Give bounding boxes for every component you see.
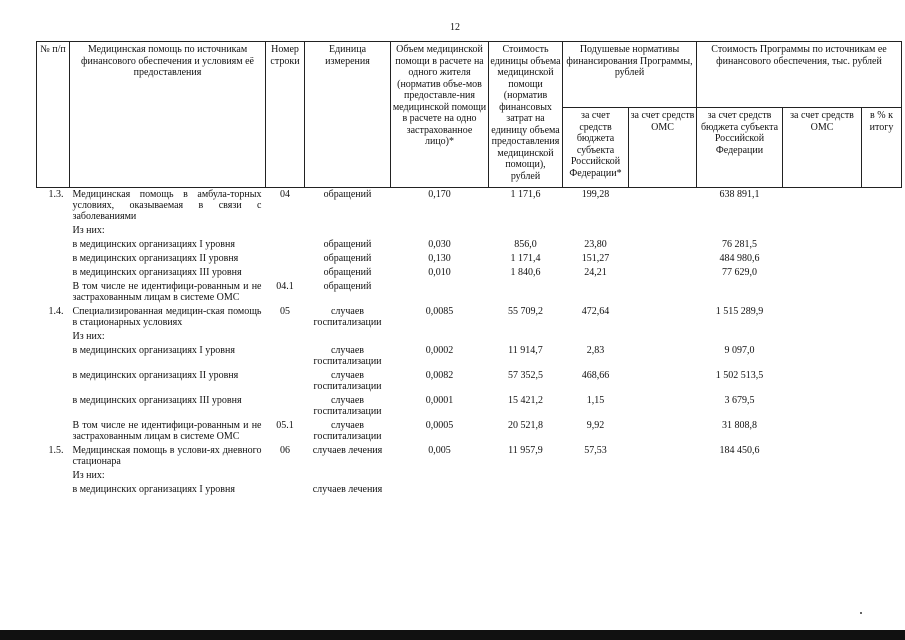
row-volume (391, 468, 489, 482)
row-unit: случаев лечения (312, 445, 383, 456)
row-cost: 57 352,5 (508, 370, 543, 381)
row-name: В том числе не идентифици-рованным и не застрахованным лицам в системе ОМС (72, 281, 262, 303)
row-code: 05.1 (276, 420, 294, 431)
row-cost (489, 329, 563, 343)
table-row (37, 443, 902, 468)
row-prog-oms (783, 482, 862, 496)
scan-bottom-bar (0, 630, 905, 640)
scan-mark (860, 612, 862, 614)
row-code (266, 368, 305, 393)
row-norm-budget: 23,80 (584, 239, 607, 250)
row-name: В том числе не идентифици-рованным и не застрахованным лицам в системе ОМС (72, 420, 262, 442)
row-code (266, 343, 305, 368)
row-cost: 1 840,6 (510, 267, 541, 278)
row-cost (489, 279, 563, 304)
header-unit: Единица измерения (305, 42, 391, 188)
row-prog-budget (697, 223, 783, 237)
row-cost: 11 957,9 (508, 445, 543, 456)
row-code (266, 237, 305, 251)
row-unit: обращений (323, 281, 372, 292)
row-norm-budget: 2,83 (586, 345, 605, 356)
row-number (37, 223, 70, 237)
row-norm-oms (629, 393, 697, 418)
row-volume: 0,0082 (425, 370, 454, 381)
row-number: 1.3. (48, 189, 64, 200)
row-name: Из них: (72, 225, 105, 236)
header-norm-oms: за счет средств ОМС (629, 108, 697, 188)
row-volume: 0,0001 (425, 395, 454, 406)
row-prog-budget (697, 329, 783, 343)
row-volume (391, 223, 489, 237)
row-prog-budget: 76 281,5 (722, 239, 757, 250)
row-norm-budget: 24,21 (584, 267, 607, 278)
row-prog-pct (862, 343, 902, 368)
row-cost: 1 171,6 (510, 189, 541, 200)
row-name: Специализированная медицин-ская помощь в стационарных условиях (72, 306, 262, 328)
header-name: Медицинская помощь по источникам финансового обеспечения и условиям её предоставления (70, 42, 266, 188)
row-prog-budget: 1 502 513,5 (715, 370, 764, 381)
header-prog-pct: в % к итогу (862, 108, 902, 188)
page-number: 12 (450, 22, 460, 33)
table-row (37, 368, 902, 393)
row-number (37, 482, 70, 496)
row-prog-oms (783, 393, 862, 418)
row-prog-budget: 3 679,5 (724, 395, 755, 406)
table-header (37, 42, 902, 188)
row-norm-budget (563, 468, 629, 482)
row-prog-oms (783, 223, 862, 237)
row-unit (305, 468, 391, 482)
row-prog-pct (862, 237, 902, 251)
row-name: в медицинских организациях III уровня (72, 267, 242, 278)
row-norm-oms (629, 237, 697, 251)
row-norm-oms (629, 468, 697, 482)
row-volume: 0,130 (428, 253, 451, 264)
row-cost: 55 709,2 (508, 306, 543, 317)
row-unit (305, 329, 391, 343)
row-prog-oms (783, 329, 862, 343)
row-prog-pct (862, 443, 902, 468)
row-norm-oms (629, 223, 697, 237)
table-row (37, 237, 902, 251)
header-num: № п/п (37, 42, 70, 188)
header-prog-oms: за счет средств ОМС (783, 108, 862, 188)
row-number: 1.4. (48, 306, 64, 317)
row-unit: случаев госпитализации (313, 345, 382, 367)
row-norm-oms (629, 329, 697, 343)
row-prog-pct (862, 279, 902, 304)
row-volume: 0,170 (428, 189, 451, 200)
row-cost (489, 468, 563, 482)
table-row (37, 482, 902, 496)
row-prog-pct (862, 329, 902, 343)
table-row (37, 265, 902, 279)
row-prog-budget: 638 891,1 (719, 189, 760, 200)
row-unit: обращений (323, 253, 372, 264)
row-prog-budget (697, 279, 783, 304)
row-name: Из них: (72, 331, 105, 342)
row-norm-budget: 9,92 (586, 420, 605, 431)
table-row (37, 418, 902, 443)
row-volume: 0,005 (428, 445, 451, 456)
row-prog-budget: 9 097,0 (724, 345, 755, 356)
row-prog-pct (862, 251, 902, 265)
row-number (37, 251, 70, 265)
header-prog-group: Стоимость Программы по источникам ее финансового обеспечения, тыс. рублей (697, 42, 902, 108)
row-cost (489, 223, 563, 237)
row-norm-oms (629, 265, 697, 279)
row-norm-oms (629, 418, 697, 443)
row-unit: обращений (323, 189, 372, 200)
row-norm-oms (629, 304, 697, 329)
row-number (37, 329, 70, 343)
row-number (37, 393, 70, 418)
row-prog-pct (862, 368, 902, 393)
table-body (37, 188, 902, 497)
row-norm-budget: 468,66 (581, 370, 610, 381)
row-prog-oms (783, 343, 862, 368)
row-code (266, 468, 305, 482)
row-norm-budget (563, 329, 629, 343)
row-unit (305, 223, 391, 237)
row-prog-pct (862, 418, 902, 443)
row-unit: случаев госпитализации (313, 420, 382, 442)
row-code: 06 (280, 445, 290, 456)
row-prog-pct (862, 482, 902, 496)
row-prog-oms (783, 279, 862, 304)
row-prog-pct (862, 468, 902, 482)
row-norm-budget: 1,15 (586, 395, 605, 406)
row-norm-budget: 472,64 (581, 306, 610, 317)
row-number: 1.5. (48, 445, 64, 456)
row-prog-pct (862, 393, 902, 418)
row-unit: обращений (323, 267, 372, 278)
table-row (37, 393, 902, 418)
row-norm-budget: 199,28 (581, 189, 610, 200)
row-norm-oms (629, 251, 697, 265)
row-name: в медицинских организациях I уровня (72, 345, 235, 356)
row-unit: случаев госпитализации (313, 395, 382, 417)
row-prog-budget: 1 515 289,9 (715, 306, 764, 317)
row-norm-oms (629, 279, 697, 304)
row-volume: 0,0085 (425, 306, 454, 317)
row-code (266, 393, 305, 418)
row-name: в медицинских организациях I уровня (72, 239, 235, 250)
row-cost: 1 171,4 (510, 253, 541, 264)
row-norm-oms (629, 443, 697, 468)
row-norm-oms (629, 482, 697, 496)
header-norm-group: Подушевые нормативы финансирования Программы, рублей (563, 42, 697, 108)
table-row (37, 343, 902, 368)
row-cost: 20 521,8 (508, 420, 543, 431)
row-norm-oms (629, 343, 697, 368)
row-prog-pct (862, 304, 902, 329)
row-norm-budget (563, 223, 629, 237)
row-name: Из них: (72, 470, 105, 481)
header-volume: Объем медицинской помощи в расчете на одного жителя (норматив объе-мов предоставле-ния медицинской помощи в расчете на одно застрахованное лицо)* (391, 42, 489, 188)
row-code (266, 482, 305, 496)
row-unit: случаев лечения (312, 484, 383, 495)
row-prog-oms (783, 468, 862, 482)
row-number (37, 279, 70, 304)
table-row (37, 251, 902, 265)
row-volume: 0,010 (428, 267, 451, 278)
header-code: Номер строки (266, 42, 305, 188)
row-number (37, 418, 70, 443)
row-cost (489, 482, 563, 496)
row-code (266, 251, 305, 265)
row-norm-oms (629, 188, 697, 224)
row-name: Медицинская помощь в услови-ях дневного стационара (72, 445, 262, 467)
row-number (37, 237, 70, 251)
row-code: 04 (280, 189, 290, 200)
row-number (37, 368, 70, 393)
row-prog-oms (783, 237, 862, 251)
row-prog-oms (783, 368, 862, 393)
table-row (37, 279, 902, 304)
row-prog-budget: 184 450,6 (719, 445, 760, 456)
row-cost: 15 421,2 (508, 395, 543, 406)
header-cost: Стоимость единицы объема медицинской помощи (норматив финансовых затрат на единицу объема предоставления медицинской помощи), рублей (489, 42, 563, 188)
row-prog-pct (862, 223, 902, 237)
row-prog-budget: 484 980,6 (719, 253, 760, 264)
row-volume: 0,030 (428, 239, 451, 250)
row-code: 05 (280, 306, 290, 317)
row-name: в медицинских организациях I уровня (72, 484, 235, 495)
row-volume (391, 279, 489, 304)
row-norm-budget (563, 482, 629, 496)
row-cost: 856,0 (514, 239, 537, 250)
financing-table (36, 41, 902, 496)
row-code (266, 265, 305, 279)
table-row (37, 329, 902, 343)
row-volume (391, 482, 489, 496)
row-prog-oms (783, 443, 862, 468)
table-row (37, 304, 902, 329)
row-name: в медицинских организациях III уровня (72, 395, 242, 406)
row-prog-oms (783, 304, 862, 329)
row-number (37, 343, 70, 368)
row-unit: случаев госпитализации (313, 370, 382, 392)
row-norm-oms (629, 368, 697, 393)
row-name: в медицинских организациях II уровня (72, 370, 239, 381)
table-row (37, 468, 902, 482)
table-row (37, 188, 902, 224)
row-prog-oms (783, 265, 862, 279)
row-norm-budget: 151,27 (581, 253, 610, 264)
row-number (37, 265, 70, 279)
row-unit: случаев госпитализации (313, 306, 382, 328)
header-prog-budget: за счет средств бюджета субъекта Российской Федерации (697, 108, 783, 188)
row-prog-budget: 31 808,8 (722, 420, 757, 431)
row-code: 04.1 (276, 281, 294, 292)
row-unit: обращений (323, 239, 372, 250)
row-norm-budget: 57,53 (584, 445, 607, 456)
row-volume (391, 329, 489, 343)
row-prog-oms (783, 418, 862, 443)
row-volume: 0,0002 (425, 345, 454, 356)
table-row (37, 223, 902, 237)
row-number (37, 468, 70, 482)
row-prog-budget: 77 629,0 (722, 267, 757, 278)
row-prog-budget (697, 482, 783, 496)
row-cost: 11 914,7 (508, 345, 543, 356)
row-code (266, 223, 305, 237)
row-prog-budget (697, 468, 783, 482)
row-prog-pct (862, 265, 902, 279)
row-name: Медицинская помощь в амбула-торных условиях, оказываемая в связи с заболеваниями (72, 189, 262, 222)
row-prog-pct (862, 188, 902, 224)
row-prog-oms (783, 188, 862, 224)
header-norm-budget: за счет средств бюджета субъекта Российской Федерации* (563, 108, 629, 188)
row-prog-oms (783, 251, 862, 265)
row-name: в медицинских организациях II уровня (72, 253, 239, 264)
row-code (266, 329, 305, 343)
row-volume: 0,0005 (425, 420, 454, 431)
row-norm-budget (563, 279, 629, 304)
